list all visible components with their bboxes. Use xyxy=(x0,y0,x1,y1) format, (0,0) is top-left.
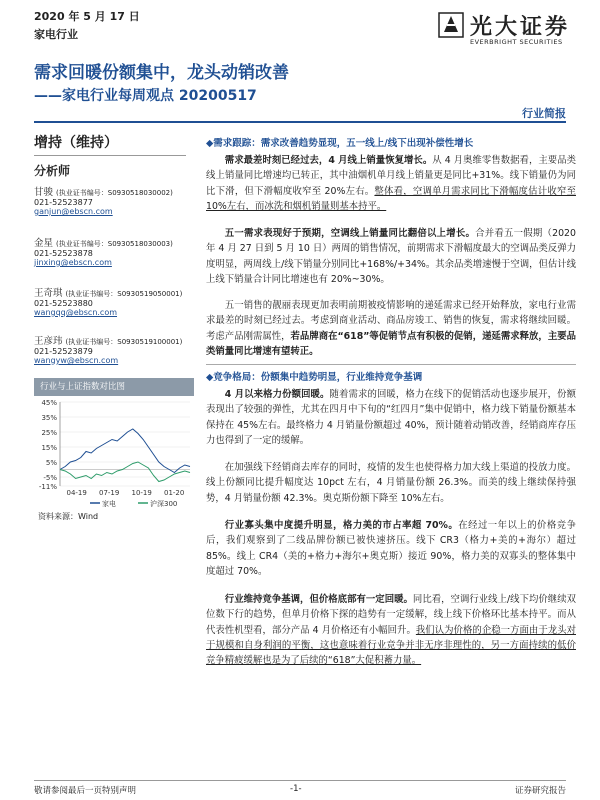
para-text: 在经过一年以上的价格竞争后，我们观察到了二线品牌份额已被快速挤压。线下 CR3（格力+美的+海尔）超过 85%。线上 CR4（美的+格力+海尔+奥克斯）接近 90%，格力美的双寡头的整体集中度超过 70%。 xyxy=(206,520,576,577)
report-date: 2020 年 5 月 17 日 xyxy=(34,10,140,23)
analyst-card xyxy=(34,235,199,267)
paragraph xyxy=(206,592,576,668)
analyst-email[interactable]: wangyw@ebscn.com xyxy=(34,356,119,365)
analyst-name: 王奇琪 xyxy=(34,288,63,299)
analyst-tel: 021-52523878 xyxy=(34,249,93,258)
para-lead: 行业寡头集中度提升明显，格力美的市占率超 70%。 xyxy=(224,520,459,531)
y-tick-label: -11% xyxy=(38,483,57,491)
analyst-email[interactable]: jinxing@ebscn.com xyxy=(34,258,112,267)
x-tick-label: 04-19 xyxy=(66,489,87,497)
logo-chinese: 光大证券 xyxy=(470,14,571,40)
analyst-card xyxy=(34,285,199,317)
y-tick-label: 25% xyxy=(41,429,57,437)
analyst-cert: (执业证书编号：S0930518030003) xyxy=(56,240,173,248)
industry-label: 家电行业 xyxy=(34,28,78,41)
series-line xyxy=(60,429,190,473)
paragraph xyxy=(206,298,576,359)
section-heading-demand: ◆需求跟踪：需求改善趋势显现，五一线上/线下出现补偿性增长 xyxy=(206,138,474,149)
logo-mark-icon xyxy=(436,10,466,40)
analyst-card xyxy=(34,333,199,365)
paragraph xyxy=(206,387,576,448)
analyst-cert: (执业证书编号：S0930519100001) xyxy=(65,338,183,346)
analyst-tel: 021-52523880 xyxy=(34,299,93,308)
para-bold: 若品牌商在“618”等促销节点有积极的促销，递延需求释放，主要品类销量同比增速有望转正。 xyxy=(206,330,576,357)
analyst-name: 金星 xyxy=(34,238,54,249)
para-underlined: 我们认为价格的企稳一方面由于龙头对于规模和自身利润的平衡，这也意味着行业竞争并非无序非理性的，另一方面持续的低价竞争精疲缓解也是为了后续的“618”大促积蓄力量。 xyxy=(206,624,576,667)
analyst-tel: 021-52523877 xyxy=(34,198,93,207)
chart-title: 行业与上证指数对比图 xyxy=(34,378,194,396)
para-lead: 行业维持竞争基调，但价格底部有一定回暖。 xyxy=(224,594,413,605)
paragraph xyxy=(206,226,576,287)
y-tick-label: 15% xyxy=(41,444,57,452)
rating: 增持（维持） xyxy=(34,135,118,151)
paragraph xyxy=(206,518,576,579)
analyst-tel: 021-52523879 xyxy=(34,347,93,356)
section-divider xyxy=(206,364,576,365)
legend-label: 沪深300 xyxy=(150,500,178,508)
para-lead: 需求最差时刻已经过去，4 月线上销量恢复增长。 xyxy=(224,155,433,166)
x-tick-label: 01-20 xyxy=(164,489,185,497)
page-number: -1- xyxy=(290,784,302,794)
series-line xyxy=(60,462,190,482)
footer-disclaimer[interactable]: 敬请参阅最后一页特别声明 xyxy=(34,786,137,796)
para-text: 在加强线下经销商去库存的同时，疫情的发生也使得格力加大线上渠道的投放力度。线上份额同比提升幅度达 10pct 左右，4 月销量份额 26.3%。而美的线上继续保持强势，4 月销量份额 42.3%。奥克斯份额下降至 10%左右。 xyxy=(206,462,576,504)
footer-report-type: 证券研究报告 xyxy=(514,786,566,796)
para-text: 合并看五一假期（2020 年 4 月 27 日到 5 月 10 日）两周的销售情况，前期需求下滑幅度最大的空调品类反弹力度明显，两周线上/线下销量分别同比+168%/+34%。其余品类增速慢于空调，但估计线上线下销量合计同比增速也有 20%~30%。 xyxy=(206,228,576,285)
paragraph xyxy=(206,153,576,214)
para-text: 同比看，空调行业线上/线下均价继续双位数下行的趋势，但单月价格下探的趋势有一定缓解，线上线下价格环比基本持平。而从代表性机型看，部分产品 4 月价格还有小幅回升。 xyxy=(206,594,576,636)
chart-source: 资料来源：Wind xyxy=(38,512,99,521)
report-title: 需求回暖份额集中，龙头动销改善 xyxy=(34,63,289,83)
analyst-card xyxy=(34,184,199,216)
logo-english: EVERBRIGHT SECURITIES xyxy=(470,38,563,46)
chart-svg xyxy=(34,398,196,510)
report-subtitle: ——家电行业每周观点 20200517 xyxy=(34,88,257,104)
title-divider xyxy=(34,121,566,123)
para-underlined: 整体看，空调单月需求同比下滑幅度估计收窄至 10%左右，而冰洗和烟机销量则基本持平。 xyxy=(206,185,576,212)
paragraph xyxy=(206,460,576,506)
x-tick-label: 07-19 xyxy=(99,489,120,497)
legend-label: 家电 xyxy=(102,500,116,508)
report-type: 行业简报 xyxy=(522,107,566,120)
section-heading-competition: ◆竞争格局：份额集中趋势明显，行业维持竞争基调 xyxy=(206,372,423,383)
y-tick-label: 35% xyxy=(41,414,57,422)
x-tick-label: 10-19 xyxy=(131,489,152,497)
analyst-cert: (执业证书编号：S0930519050001) xyxy=(65,290,183,298)
para-text: 随着需求的回暖，格力在线下的促销活动也逐步展开，份额表现出了较强的弹性，尤其在四月中下旬的“红四月”集中促销中，格力线下销量份额基本保持在 45%左右。最终格力 4 月销量份额超过 40%，预计随着动销改善，经销商库存压力也得到了一定的缓解。 xyxy=(206,389,576,446)
para-lead: 五一需求表现好于预期，空调线上销量同比翻倍以上增长。 xyxy=(224,228,476,239)
para-text: 五一销售的靓丽表现更加表明前期被疫情影响的递延需求已经开始释放，家电行业需求最差的时刻已经过去。考虑到商业活动、商品房竣工、销售的恢复，需求将继续回暖。考虑产品刚需属性， xyxy=(206,300,576,342)
comparison-chart xyxy=(34,398,196,510)
y-tick-label: 5% xyxy=(45,459,57,467)
analyst-email[interactable]: wangqq@ebscn.com xyxy=(34,308,118,317)
analysts-heading: 分析师 xyxy=(34,164,71,178)
analyst-name: 甘骏 xyxy=(34,187,54,198)
analyst-name: 王彦玮 xyxy=(34,336,63,347)
y-tick-label: -5% xyxy=(43,474,57,482)
company-logo xyxy=(436,10,466,40)
para-text: 从 4 月奥维零售数据看，主要品类线上销量同比增速均已转正，其中油烟机单月线上销量更是同比+31%。线下销量仍为同比下滑，但下滑幅度收窄至 20%左右。 xyxy=(206,155,576,197)
analyst-cert: (执业证书编号：S0930518030002) xyxy=(56,189,173,197)
footer-divider xyxy=(34,780,566,781)
analyst-email[interactable]: ganjun@ebscn.com xyxy=(34,207,113,216)
rating-divider xyxy=(34,155,186,156)
para-lead: 4 月以来格力份额回暖。 xyxy=(224,389,330,400)
y-tick-label: 45% xyxy=(41,399,57,407)
